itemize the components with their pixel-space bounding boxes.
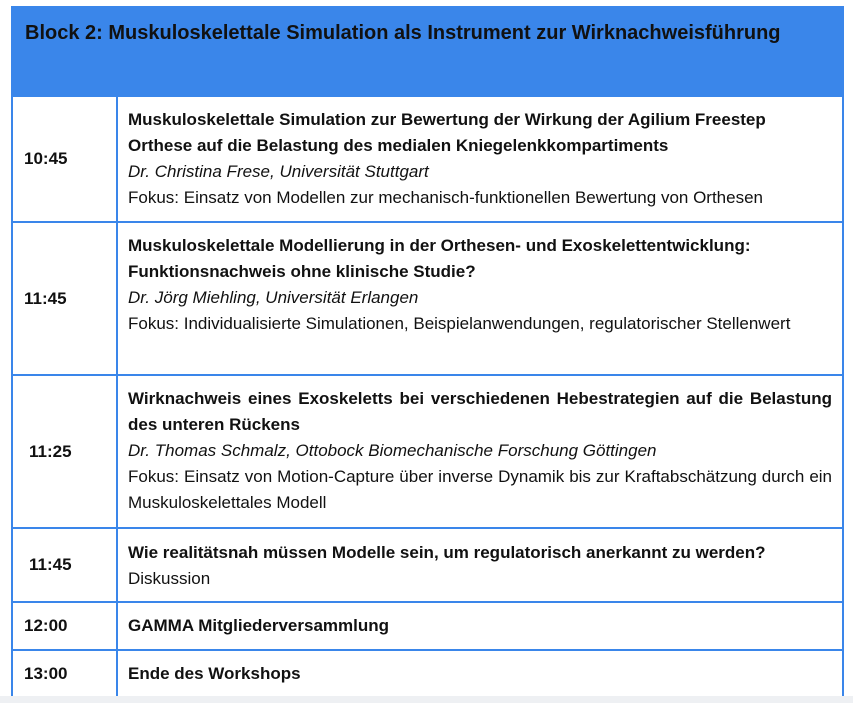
block-header: Block 2: Muskuloskelettale Simulation als Instrument zur Wirknachweisführung [13,8,842,95]
session-content [118,376,842,527]
session-title: Wie realitätsnah müssen Modelle sein, um regulatorisch anerkannt zu werden? [128,543,766,562]
session-content [118,97,842,221]
session-time: 13:00 [13,651,118,697]
session-focus: Fokus: Einsatz von Modellen zur mechanisch-funktionellen Bewertung von Orthesen [128,188,764,207]
session-time: 11:45 [13,223,118,374]
session-title: Ende des Workshops [128,664,301,683]
session-row [13,601,842,649]
session-content [118,223,842,374]
session-content [118,603,842,649]
session-speaker: Dr. Jörg Miehling, Universität Erlangen [128,288,419,307]
session-focus: Fokus: Einsatz von Motion-Capture über inverse Dynamik bis zur Kraftabschätzung durch ein Muskuloskelettales Modell [128,467,832,512]
session-focus: Fokus: Individualisierte Simulationen, Beispielanwendungen, regulatorischer Stellenwert [128,314,791,333]
session-row [13,374,842,527]
session-title: Muskuloskelettale Modellierung in der Orthesen- und Exoskelettentwicklung: Funktionsnachweis ohne klinische Studie? [128,236,751,281]
session-title: Wirknachweis eines Exoskeletts bei verschiedenen Hebestrategien auf die Belastung des unteren Rückens [128,389,832,434]
session-speaker: Dr. Thomas Schmalz, Ottobock Biomechanische Forschung Göttingen [128,441,657,460]
program-table [11,6,844,699]
session-title: Muskuloskelettale Simulation zur Bewertung der Wirkung der Agilium Freestep Orthese auf die Belastung des medialen Kniegelenkkompartiments [128,110,766,155]
session-time: 11:25 [13,376,118,527]
page-bottom-strip [0,696,853,703]
session-content [118,529,842,601]
session-time: 10:45 [13,97,118,221]
session-note: Diskussion [128,569,211,588]
session-title: GAMMA Mitgliederversammlung [128,616,390,635]
session-speaker: Dr. Christina Frese, Universität Stuttgart [128,162,429,181]
session-row [13,527,842,601]
session-time: 12:00 [13,603,118,649]
session-time: 11:45 [13,529,118,601]
session-row [13,649,842,697]
session-row [13,221,842,374]
session-row [13,95,842,221]
session-content [118,651,842,697]
